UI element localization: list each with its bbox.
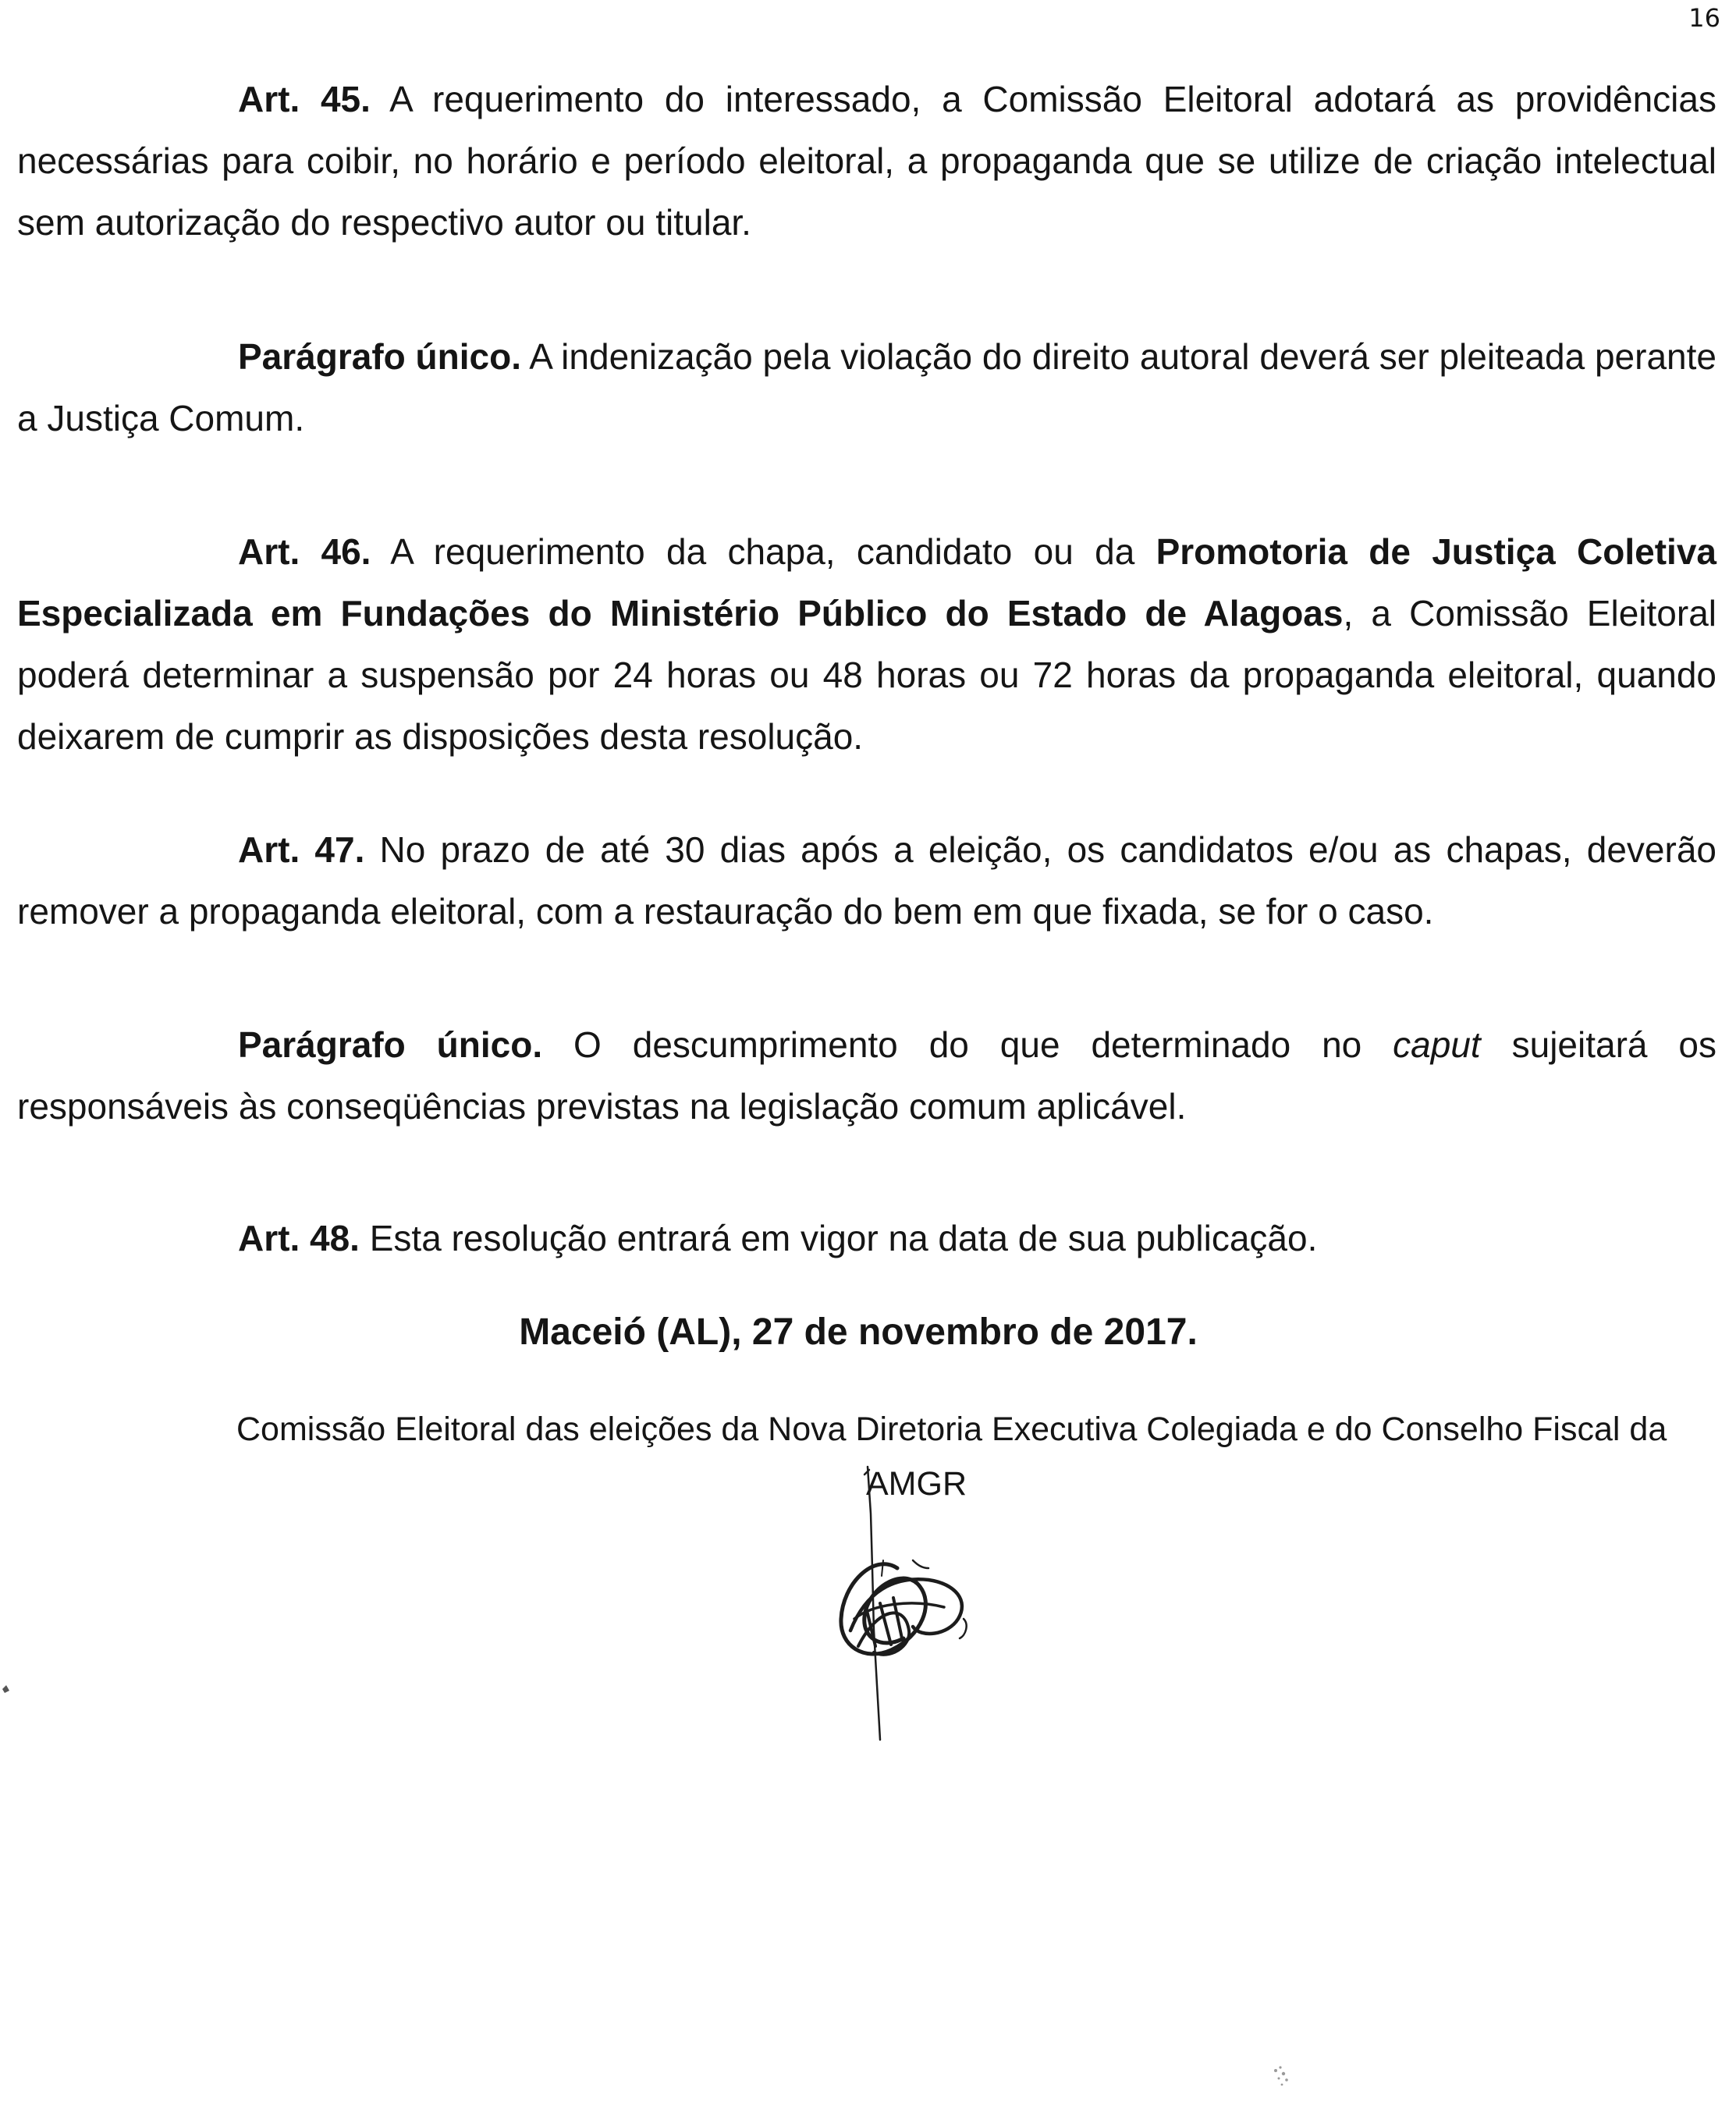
scan-speck: [0, 1681, 14, 1697]
article-47-text: No prazo de até 30 dias após a eleição, os candidatos e/ou as chapas, deverão remover a propaganda eleitoral, com a restauração do bem em que fixada, se for o caso.: [17, 829, 1716, 932]
scan-speck: [1268, 2060, 1296, 2091]
article-46-label: Art. 46.: [238, 531, 371, 572]
caput-term: caput: [1393, 1024, 1481, 1065]
article-46: [17, 521, 1716, 768]
organization-name: AMGR: [866, 1465, 967, 1503]
article-45-text: A requerimento do interessado, a Comissão Eleitoral adotará as providências necessárias para coibir, no horário e período eleitoral, a propaganda que se utilize de criação intelectual sem autorização do respectivo autor ou titular.: [17, 79, 1716, 243]
article-47-paragraph-text-after: sujeitará os responsáveis às conseqüências previstas na legislação comum aplicável.: [17, 1024, 1716, 1127]
article-45-paragraph-label: Parágrafo único.: [238, 336, 521, 377]
article-45: [17, 69, 1716, 254]
article-46-entity: Promotoria de Justiça Coletiva Especializada em Fundações do Ministério Público do Estado de Alagoas: [17, 531, 1716, 633]
article-48-label: Art. 48.: [238, 1218, 360, 1258]
article-45-paragraph-text: A indenização pela violação do direito autoral deverá ser pleiteada perante a Justiça Comum.: [17, 336, 1716, 438]
article-46-text-before: A requerimento da chapa, candidato ou da: [371, 531, 1156, 572]
article-47-paragraph-text-before: O descumprimento do que determinado no: [542, 1024, 1393, 1065]
date-line: Maceió (AL), 27 de novembro de 2017.: [519, 1311, 1198, 1353]
article-47-label: Art. 47.: [238, 829, 365, 870]
article-45-paragraph: [17, 326, 1716, 449]
article-47: [17, 819, 1716, 942]
signature-image: [819, 1451, 991, 1763]
commission-name: Comissão Eleitoral das eleições da Nova Diretoria Executiva Colegiada e do Conselho Fiscal da: [236, 1411, 1667, 1448]
article-48: [17, 1208, 1716, 1269]
article-47-paragraph: [17, 1014, 1716, 1137]
article-48-text: Esta resolução entrará em vigor na data de sua publicação.: [359, 1218, 1318, 1258]
page-number: 16: [1688, 3, 1720, 33]
article-46-text-after: , a Comissão Eleitoral poderá determinar a suspensão por 24 horas ou 48 horas ou 72 horas da propaganda eleitoral, quando deixarem de cumprir as disposições desta resolução.: [17, 593, 1716, 757]
article-45-label: Art. 45.: [238, 79, 371, 119]
article-47-paragraph-label: Parágrafo único.: [238, 1024, 543, 1065]
